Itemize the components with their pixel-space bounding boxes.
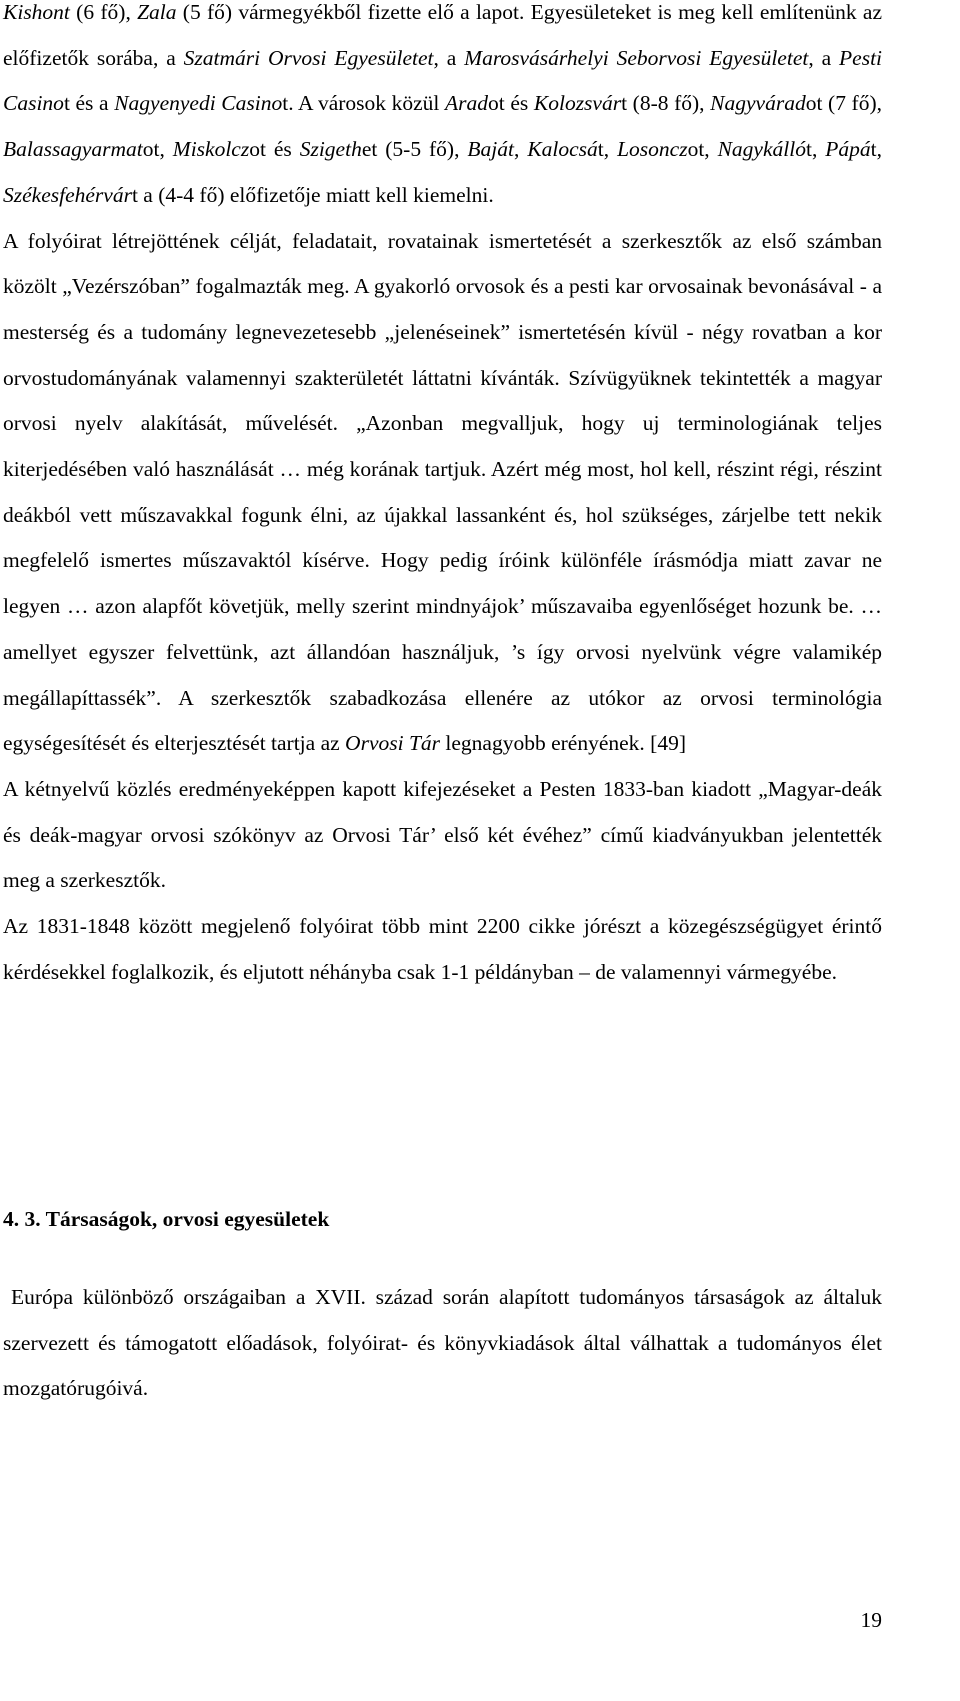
text-run: , a <box>433 45 465 70</box>
body-text-after-heading <box>3 1275 882 1412</box>
italic-text: Kolozsvár <box>533 91 622 116</box>
text-run: ot (7 fő), <box>805 91 882 116</box>
italic-text: Arad <box>445 91 489 116</box>
italic-text: Nagykálló <box>717 137 806 162</box>
italic-text: Balassagyarmat <box>3 137 143 162</box>
paragraph-p5 <box>3 1275 882 1412</box>
text-run: Európa különböző országaiban a XVII. század során alapított tudományos társaságok az általuk szervezett és támogatott előadások, folyóirat- és könyvkiadások által válhattak a tudományos élet mozgatórugóivá. <box>3 1285 882 1401</box>
italic-text: Szigeth <box>299 137 362 162</box>
paragraph-p2 <box>3 219 882 767</box>
italic-text: Orvosi Tár <box>345 731 441 756</box>
italic-text: Losoncz <box>617 137 688 162</box>
text-run: ot, <box>142 137 173 162</box>
page-number: 19 <box>860 1608 882 1632</box>
text-run: t, <box>597 137 618 162</box>
text-run: , <box>514 137 528 162</box>
italic-text: Marosvásárhelyi Seborvosi Egyesületet <box>464 45 809 70</box>
text-run: (6 fő), <box>69 0 138 24</box>
body-text-before-heading <box>3 0 882 995</box>
text-run: A kétnyelvű közlés eredményeképpen kapott kifejezéseket a Pesten 1833-ban kiadott „Magyar-deák és deák-magyar orvosi szókönyv az Orvosi Tár’ első két évéhez” című kiadványukban jelentették meg a szerkesztők. <box>3 776 882 893</box>
text-run: t a (4-4 fő) előfizetője miatt kell kiemelni. <box>131 182 494 207</box>
text-run: , a <box>808 45 840 70</box>
text-run: t. A városok közül <box>282 91 446 116</box>
italic-text: Szatmári Orvosi Egyesületet <box>183 45 434 70</box>
text-run: legnagyobb erényének. [49] <box>440 731 686 756</box>
text-run: et (5-5 fő), <box>361 137 468 162</box>
italic-text: Baját <box>467 137 514 162</box>
section-heading: 4. 3. Társaságok, orvosi egyesületek <box>3 1207 330 1231</box>
text-run: t (8-8 fő), <box>621 91 711 116</box>
italic-text: Miskolcz <box>172 137 250 162</box>
text-run: (5 fő) vármegyékből fizette elő a lapot. Egyesületeket is meg kell említenünk az előfizetők sorába, a <box>3 0 882 70</box>
italic-text: Nagyenyedi Casino <box>114 91 283 116</box>
paragraph-p1 <box>3 0 882 219</box>
paragraph-p3 <box>3 767 882 904</box>
text-run: A folyóirat létrejöttének célját, feladatait, rovatainak ismertetését a szerkesztők az első számban közölt „Vezérszóban” fogalmazták meg. A gyakorló orvosok és a pesti kar orvosainak bevonásával - a mesterség és a tudomány legnevezetesebb „jelenéseinek” ismertetésén kívül - négy rovatban a kor orvostudományának valamennyi szakterületét láttatni kívánták. Szívügyüknek tekintették a magyar orvosi nyelv alakítását, művelését. „Azonban megvalljuk, hogy uj terminologiának teljes kiterjedésében való használását … még korának tartjuk. Azért még most, hol kell, részint régi, részint deákból vett műszavakkal fogunk élni, az újakkal lassanként és, hol szükséges, zárjelbe tett nekik megfelelő ismertes műszavaktól kísérve. Hogy pedig íróink különféle írásmódja miatt zavar ne legyen … azon alapfőt követjük, melly szerint mindnyájok’ műszavaiba egyenlőséget hozunk be. … amellyet egyszer felvettünk, azt állandóan használjuk, ’s így orvosi nyelvünk végre valamikép megállapíttassék”. A szerkesztők szabadkozása ellenére az utókor az orvosi terminológia egységesítését és elterjesztését tartja az <box>3 228 882 756</box>
text-run: ot és <box>249 137 300 162</box>
paragraph-p4 <box>3 904 882 995</box>
text-run: t, <box>870 137 882 162</box>
italic-text: Kalocsá <box>527 137 598 162</box>
italic-text: Nagyvárad <box>710 91 806 116</box>
text-run: ot és <box>488 91 534 116</box>
italic-text: Székesfehérvár <box>3 182 132 207</box>
text-run: Az 1831-1848 között megjelenő folyóirat több mint 2200 cikke jórészt a közegészségügyet érintő kérdésekkel foglalkozik, és eljutott néhányba csak 1-1 példányban – de valamennyi vármegyébe. <box>3 914 882 984</box>
italic-text: Kishont <box>3 0 70 24</box>
text-run: t és a <box>63 91 115 116</box>
italic-text: Pesti Casino <box>3 45 883 116</box>
text-run: ot, <box>687 137 718 162</box>
italic-text: Zala <box>137 0 177 24</box>
text-run: t, <box>805 137 826 162</box>
italic-text: Pápá <box>825 137 871 162</box>
